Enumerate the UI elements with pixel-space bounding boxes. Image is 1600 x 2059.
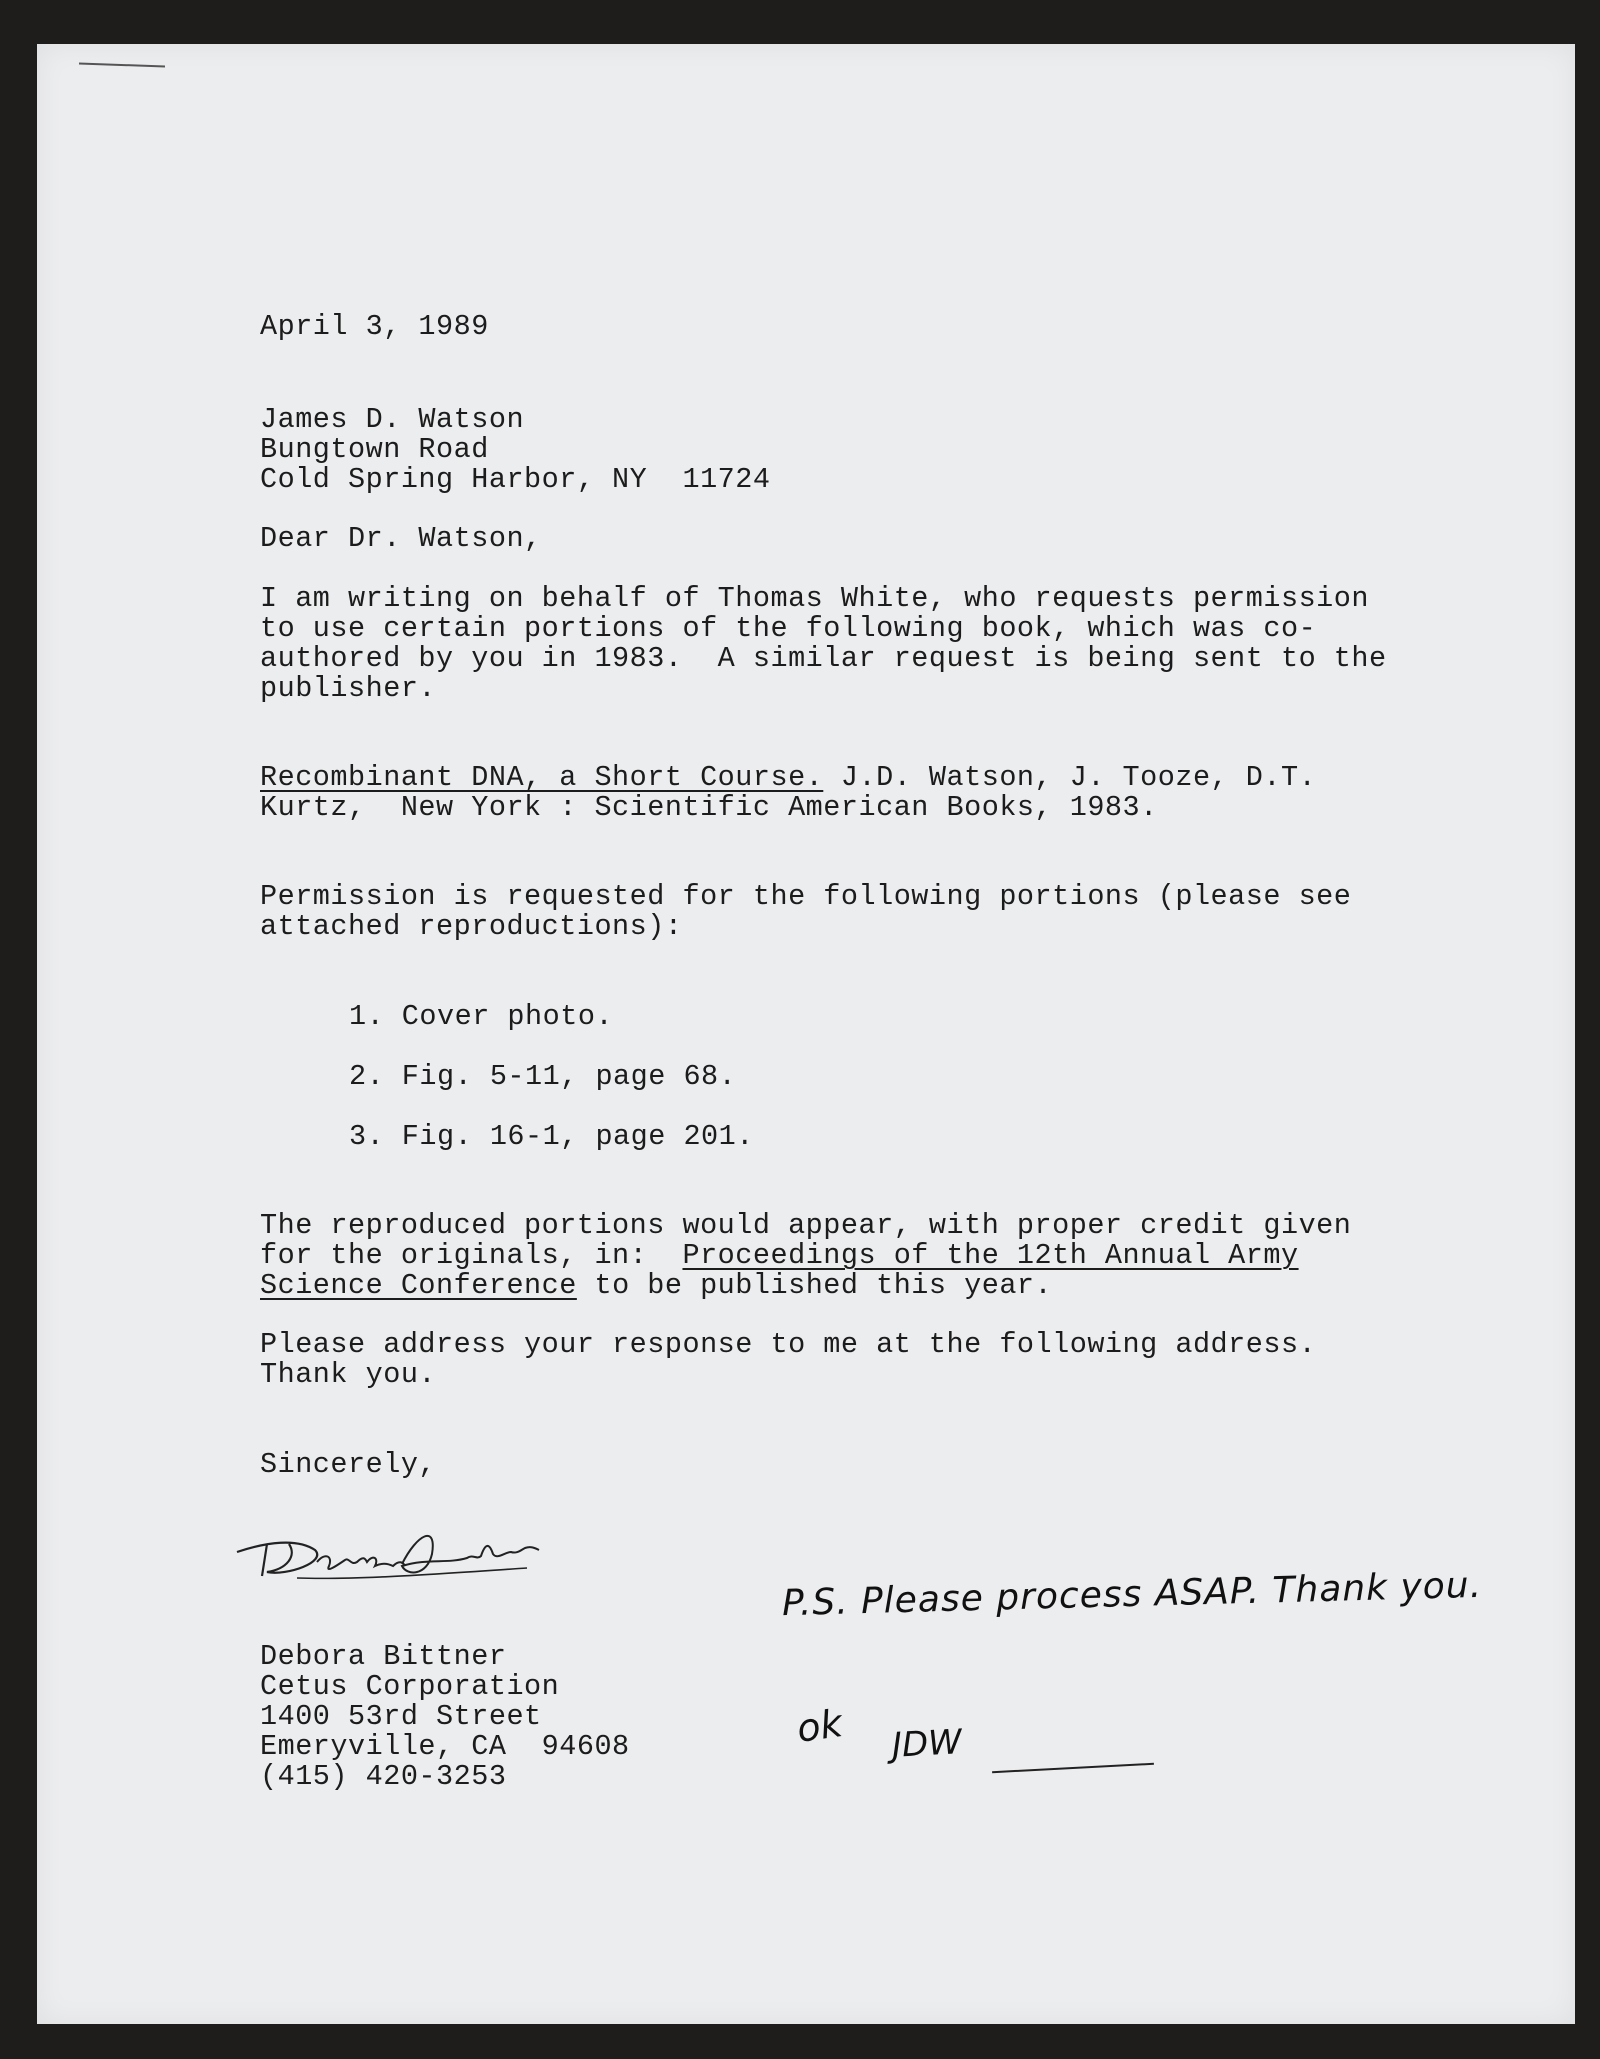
- handwritten-ok: ok: [794, 1701, 846, 1751]
- initials-underline: [992, 1763, 1154, 1773]
- salutation: Dear Dr. Watson,: [260, 522, 542, 555]
- paragraph-line: Thank you.: [260, 1358, 437, 1391]
- paragraph-line: [260, 1271, 1052, 1301]
- recipient-name: James D. Watson: [260, 403, 525, 436]
- paragraph-line: attached reproductions):: [260, 910, 683, 943]
- sender-line: Emeryville, CA 94608: [260, 1730, 630, 1763]
- paragraph-line: publisher.: [260, 672, 437, 705]
- letter-page: [37, 44, 1575, 2024]
- paragraph-line: authored by you in 1983. A similar request is being sent to the: [260, 642, 1387, 675]
- book-authors: J.D. Watson, J. Tooze, D.T.: [823, 761, 1317, 794]
- sender-line: Cetus Corporation: [260, 1670, 560, 1703]
- paragraph-line: The reproduced portions would appear, with proper credit given: [260, 1209, 1352, 1242]
- corner-mark: [79, 62, 165, 67]
- paragraph-line: Please address your response to me at the following address.: [260, 1328, 1317, 1361]
- sender-line: Debora Bittner: [260, 1640, 507, 1673]
- list-item: 3. Fig. 16-1, page 201.: [349, 1120, 754, 1153]
- handwritten-initials: JDW: [891, 1722, 963, 1766]
- list-item: 1. Cover photo.: [349, 1000, 614, 1033]
- paragraph-line: [260, 1241, 1299, 1271]
- line-rest: to be published this year.: [576, 1269, 1053, 1302]
- recipient-city: Cold Spring Harbor, NY 11724: [260, 463, 771, 496]
- proceedings-title-cont: Science Conference: [260, 1269, 577, 1302]
- recipient-street: Bungtown Road: [260, 433, 489, 466]
- paragraph-line: Permission is requested for the following portions (please see: [260, 880, 1352, 913]
- citation-line: [260, 763, 1316, 793]
- proceedings-title: Proceedings of the 12th Annual Army: [682, 1239, 1299, 1272]
- sender-line: 1400 53rd Street: [260, 1700, 542, 1733]
- book-title: Recombinant DNA, a Short Course.: [260, 761, 824, 794]
- paragraph-line: I am writing on behalf of Thomas White, who requests permission: [260, 582, 1369, 615]
- handwritten-signature: [227, 1514, 607, 1604]
- handwritten-postscript: P.S. Please process ASAP. Thank you.: [781, 1564, 1483, 1625]
- list-item: 2. Fig. 5-11, page 68.: [349, 1060, 737, 1093]
- sender-line: (415) 420-3253: [260, 1760, 507, 1793]
- line-prefix: for the originals, in:: [260, 1239, 683, 1272]
- closing: Sincerely,: [260, 1448, 437, 1481]
- paragraph-line: to use certain portions of the following book, which was co-: [260, 612, 1317, 645]
- citation-line: Kurtz, New York : Scientific American Books, 1983.: [260, 791, 1158, 824]
- letter-date: April 3, 1989: [260, 310, 489, 343]
